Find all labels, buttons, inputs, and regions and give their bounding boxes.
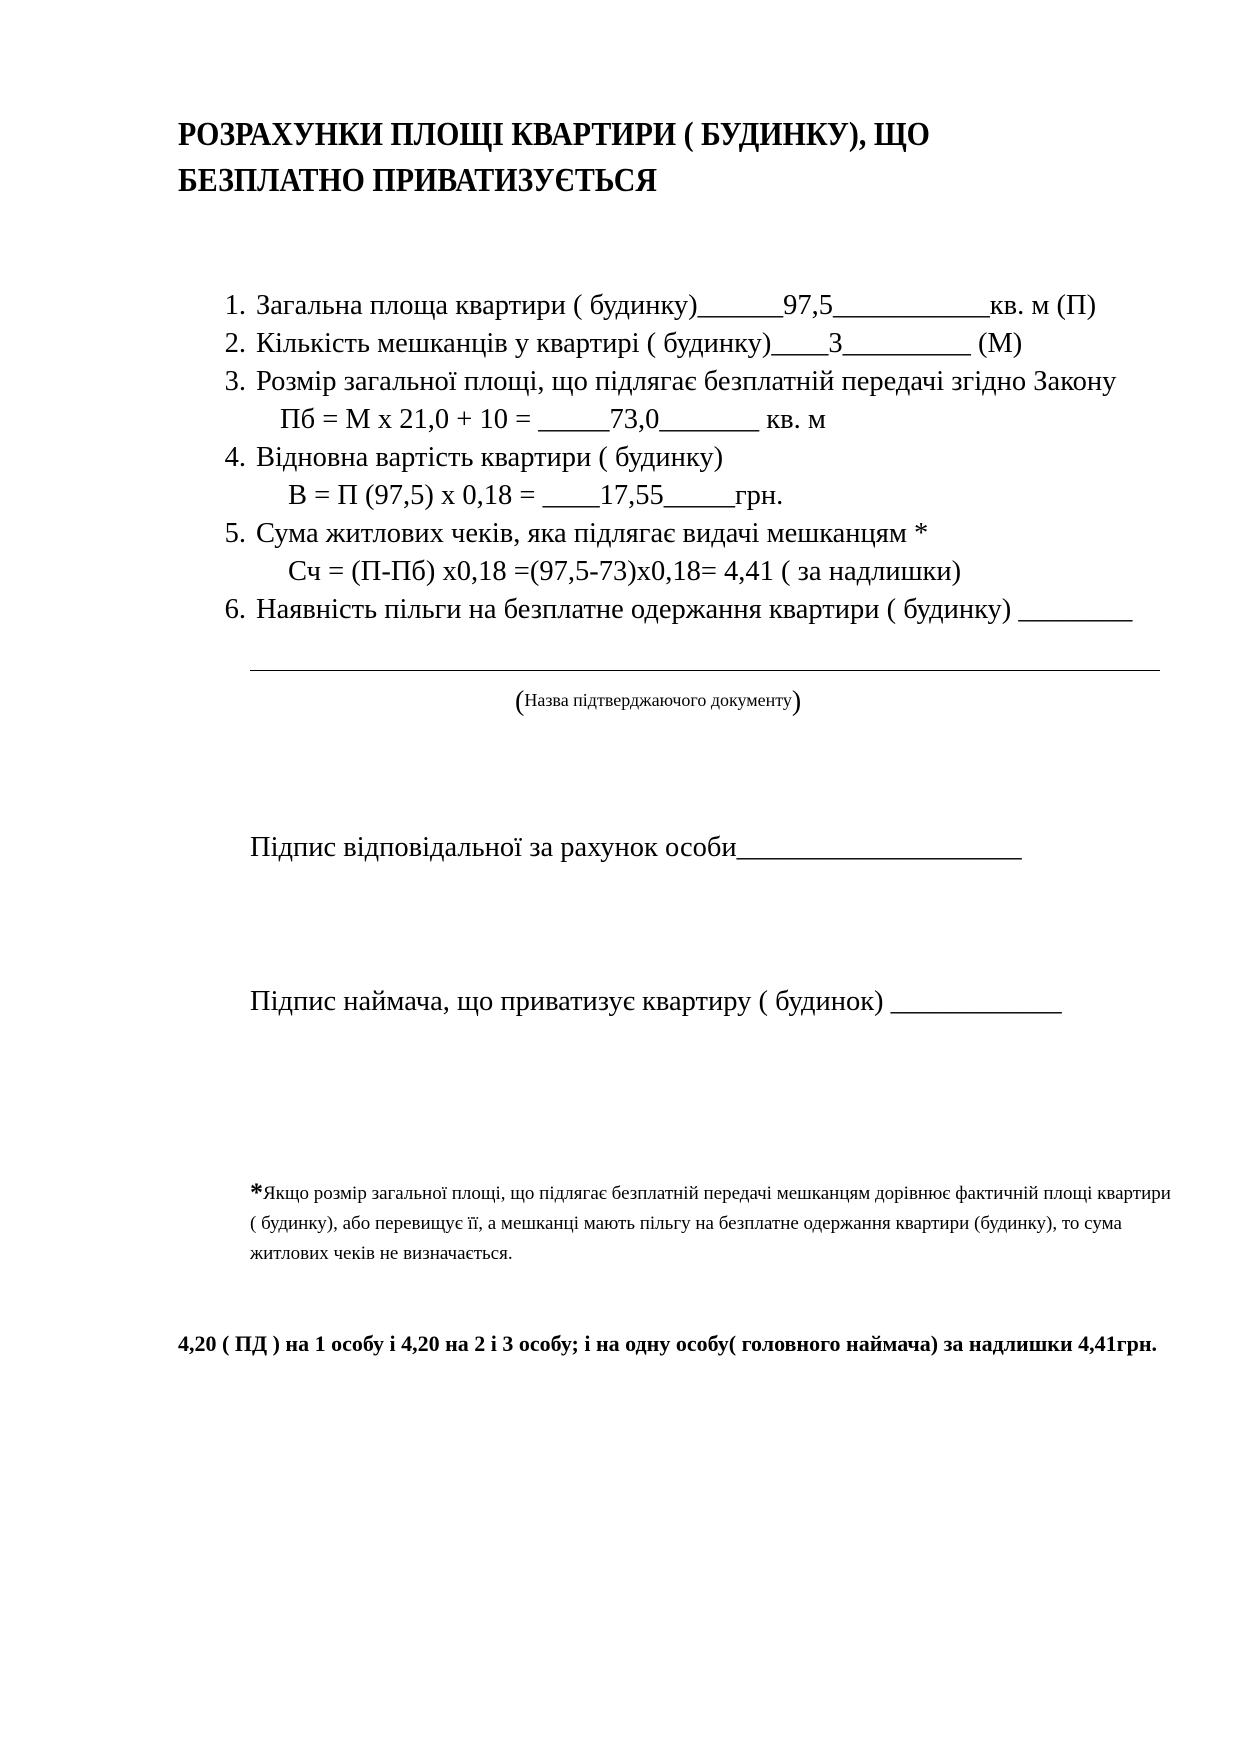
item-text: Кількість мешканців у квартирі ( будинку)____3_________ (М) xyxy=(256,328,1023,359)
footnote-text: Якщо розмір загальної площі, що підлягає безплатній передачі мешканцям дорівнює фактичній площі квартири ( будинку), або перевищує її, а мешканці мають пільгу на безплатне одержання квартири (будинку), то сума житлових чеків не визначається. xyxy=(250,1183,1171,1264)
tenant-signature-line: Підпис наймача, що приватизує квартиру ( будинок) ____________ xyxy=(250,986,1062,1017)
item-number: 3. xyxy=(224,366,246,397)
item-text: Загальна площа квартири ( будинку)______97,5___________кв. м (П) xyxy=(256,290,1097,321)
item-number: 4. xyxy=(224,442,246,473)
caption-open-paren: ( xyxy=(515,686,525,717)
document-name-caption xyxy=(515,686,801,718)
item-text: Розмір загальної площі, що підлягає безплатній передачі згідно Закону xyxy=(256,366,1117,397)
caption-text: Назва підтверджаючого документу xyxy=(524,690,792,710)
title-line-1: РОЗРАХУНКИ ПЛОЩІ КВАРТИРИ ( БУДИНКУ), ЩО xyxy=(178,116,930,153)
caption-close-paren: ) xyxy=(791,686,802,717)
footer-note: 4,20 ( ПД ) на 1 особу і 4,20 на 2 і 3 особу; і на одну особу( головного наймача) за надлишки 4,41грн. xyxy=(178,1331,1158,1356)
item-number: 6. xyxy=(224,594,246,625)
formula-restoration-cost: В = П (97,5) х 0,18 = ____17,55_____грн. xyxy=(288,480,784,511)
responsible-signature-line: Підпис відповідальної за рахунок особи____________________ xyxy=(250,832,1022,863)
item-text: Сума житлових чеків, яка підлягає видачі мешканцям * xyxy=(256,518,929,549)
title-line-2: БЕЗПЛАТНО ПРИВАТИЗУЄТЬСЯ xyxy=(178,162,658,199)
document-title xyxy=(178,112,1040,204)
footnote-star: * xyxy=(250,1178,263,1207)
formula-free-area: Пб = М х 21,0 + 10 = _____73,0_______ кв. м xyxy=(280,404,826,435)
item-text: Відновна вартість квартири ( будинку) xyxy=(256,442,724,473)
item-number: 1. xyxy=(224,290,246,321)
item-number: 2. xyxy=(224,328,246,359)
item-text: Наявність пільги на безплатне одержання квартири ( будинку) ________ xyxy=(256,594,1133,625)
document-name-line xyxy=(250,670,1160,671)
item-number: 5. xyxy=(224,518,246,549)
formula-housing-checks: Сч = (П-Пб) х0,18 =(97,5-73)х0,18= 4,41 ( за надлишки) xyxy=(288,556,962,587)
footnote xyxy=(250,1178,1180,1269)
